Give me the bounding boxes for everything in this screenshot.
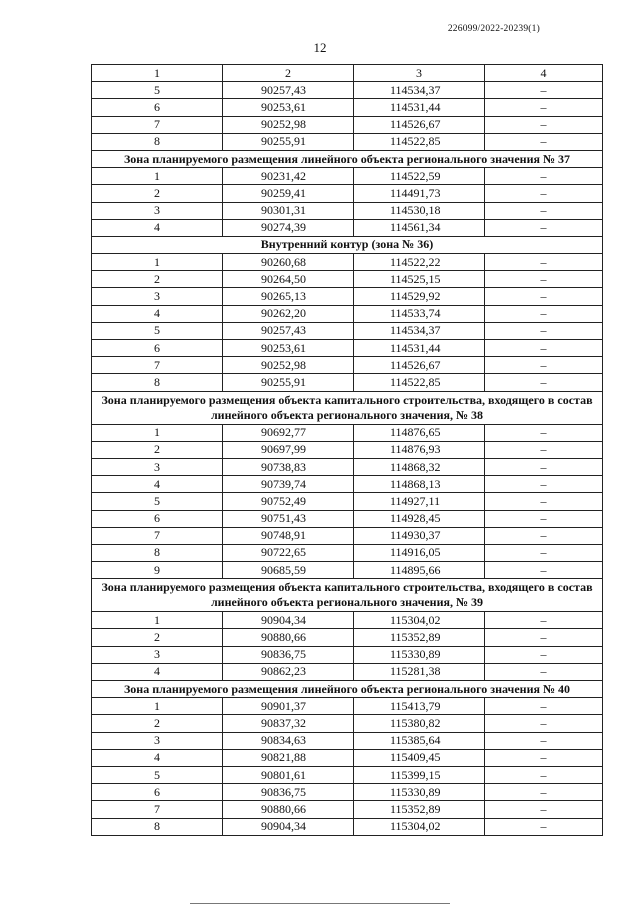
coord-y-cell: 114876,65 [354,424,485,441]
coord-x-cell: 90880,66 [223,801,354,818]
coord-y-cell: 114531,44 [354,99,485,116]
coord-x-cell: 90752,49 [223,493,354,510]
coord-x-cell: 90722,65 [223,544,354,561]
note-cell: – [485,715,603,732]
section-title-row [92,236,603,253]
table-row [92,441,603,458]
coord-y-cell: 115304,02 [354,612,485,629]
table-row [92,340,603,357]
section-title: Зона планируемого размещения линейного объекта регионального значения № 40 [92,681,603,698]
table-row [92,784,603,801]
coord-y-cell: 114522,85 [354,374,485,391]
table-row [92,185,603,202]
coord-y-cell: 115399,15 [354,766,485,783]
note-cell: – [485,458,603,475]
point-number-cell: 3 [92,458,223,475]
table-row [92,629,603,646]
table-row [92,458,603,475]
coord-y-cell: 114868,13 [354,476,485,493]
point-number-cell: 8 [92,818,223,835]
point-number-cell: 1 [92,168,223,185]
table-body [92,65,603,836]
coord-y-cell: 115413,79 [354,698,485,715]
note-cell: – [485,305,603,322]
header-cell-2: 2 [223,65,354,82]
note-cell: – [485,493,603,510]
point-number-cell: 6 [92,784,223,801]
table-row [92,99,603,116]
point-number-cell: 7 [92,116,223,133]
coord-y-cell: 115281,38 [354,663,485,680]
table-row [92,544,603,561]
table-row [92,357,603,374]
coord-x-cell: 90301,31 [223,202,354,219]
table-row [92,322,603,339]
point-number-cell: 5 [92,493,223,510]
coord-y-cell: 114526,67 [354,116,485,133]
point-number-cell: 7 [92,801,223,818]
coord-y-cell: 114531,44 [354,340,485,357]
point-number-cell: 3 [92,732,223,749]
point-number-cell: 1 [92,424,223,441]
coord-x-cell: 90836,75 [223,784,354,801]
point-number-cell: 7 [92,527,223,544]
page-number: 12 [313,40,327,55]
point-number-cell: 3 [92,288,223,305]
coord-y-cell: 114525,15 [354,271,485,288]
coordinates-table [91,64,603,836]
coord-x-cell: 90821,88 [223,749,354,766]
point-number-cell: 2 [92,185,223,202]
point-number-cell: 5 [92,322,223,339]
point-number-cell: 4 [92,749,223,766]
table-row [92,493,603,510]
coord-y-cell: 114522,59 [354,168,485,185]
table-row [92,715,603,732]
note-cell: – [485,168,603,185]
note-cell: – [485,202,603,219]
coord-y-cell: 114868,32 [354,458,485,475]
table-row [92,219,603,236]
coord-x-cell: 90264,50 [223,271,354,288]
note-cell: – [485,801,603,818]
coord-y-cell: 114876,93 [354,441,485,458]
note-cell: – [485,629,603,646]
header-row [92,65,603,82]
point-number-cell: 2 [92,271,223,288]
note-cell: – [485,441,603,458]
table-row [92,202,603,219]
table-row [92,801,603,818]
table-row [92,818,603,835]
coord-x-cell: 90801,61 [223,766,354,783]
note-cell: – [485,510,603,527]
point-number-cell: 4 [92,663,223,680]
coord-y-cell: 114491,73 [354,185,485,202]
table-row [92,82,603,99]
coord-y-cell: 114534,37 [354,82,485,99]
note-cell: – [485,219,603,236]
note-cell: – [485,646,603,663]
note-cell: – [485,99,603,116]
point-number-cell: 8 [92,544,223,561]
table-row [92,663,603,680]
point-number-cell: 6 [92,99,223,116]
coord-x-cell: 90834,63 [223,732,354,749]
table-row [92,766,603,783]
coord-x-cell: 90262,20 [223,305,354,322]
section-title-row [92,681,603,698]
coord-x-cell: 90904,34 [223,818,354,835]
table-row [92,254,603,271]
note-cell: – [485,784,603,801]
point-number-cell: 8 [92,374,223,391]
note-cell: – [485,340,603,357]
point-number-cell: 1 [92,698,223,715]
point-number-cell: 6 [92,340,223,357]
note-cell: – [485,133,603,150]
point-number-cell: 1 [92,612,223,629]
coord-y-cell: 114928,45 [354,510,485,527]
note-cell: – [485,818,603,835]
note-cell: – [485,254,603,271]
note-cell: – [485,374,603,391]
note-cell: – [485,271,603,288]
coord-x-cell: 90265,13 [223,288,354,305]
coord-y-cell: 115304,02 [354,818,485,835]
coord-x-cell: 90901,37 [223,698,354,715]
note-cell: – [485,766,603,783]
section-title-row [92,150,603,167]
coord-y-cell: 114927,11 [354,493,485,510]
coord-y-cell: 114526,67 [354,357,485,374]
coord-x-cell: 90692,77 [223,424,354,441]
point-number-cell: 4 [92,219,223,236]
note-cell: – [485,732,603,749]
note-cell: – [485,185,603,202]
note-cell: – [485,749,603,766]
coord-x-cell: 90252,98 [223,116,354,133]
note-cell: – [485,116,603,133]
table-row [92,476,603,493]
coord-y-cell: 115330,89 [354,784,485,801]
coord-x-cell: 90253,61 [223,340,354,357]
table-row [92,510,603,527]
coord-x-cell: 90738,83 [223,458,354,475]
coord-x-cell: 90904,34 [223,612,354,629]
coord-x-cell: 90880,66 [223,629,354,646]
table-row [92,168,603,185]
coord-x-cell: 90257,43 [223,82,354,99]
point-number-cell: 2 [92,715,223,732]
table-row [92,116,603,133]
point-number-cell: 6 [92,510,223,527]
note-cell: – [485,82,603,99]
coord-y-cell: 114529,92 [354,288,485,305]
coord-x-cell: 90862,23 [223,663,354,680]
note-cell: – [485,562,603,579]
coord-y-cell: 114561,34 [354,219,485,236]
coord-x-cell: 90231,42 [223,168,354,185]
coord-y-cell: 114930,37 [354,527,485,544]
coord-y-cell: 114895,66 [354,562,485,579]
point-number-cell: 4 [92,476,223,493]
point-number-cell: 7 [92,357,223,374]
note-cell: – [485,288,603,305]
point-number-cell: 3 [92,646,223,663]
note-cell: – [485,612,603,629]
coord-y-cell: 114530,18 [354,202,485,219]
header-cell-4: 4 [485,65,603,82]
point-number-cell: 5 [92,82,223,99]
coord-x-cell: 90748,91 [223,527,354,544]
coord-x-cell: 90751,43 [223,510,354,527]
table-row [92,288,603,305]
coord-x-cell: 90739,74 [223,476,354,493]
table-row [92,424,603,441]
table-row [92,698,603,715]
point-number-cell: 1 [92,254,223,271]
coord-x-cell: 90260,68 [223,254,354,271]
bottom-rule [190,903,450,904]
table-row [92,562,603,579]
section-title: Зона планируемого размещения линейного объекта регионального значения № 37 [92,150,603,167]
note-cell: – [485,476,603,493]
coord-y-cell: 115330,89 [354,646,485,663]
section-title-row [92,579,603,612]
section-title-row [92,391,603,424]
section-title: Внутренний контур (зона № 36) [92,236,603,253]
document-id: 226099/2022-20239(1) [447,24,540,34]
coord-y-cell: 114534,37 [354,322,485,339]
coord-x-cell: 90836,75 [223,646,354,663]
point-number-cell: 9 [92,562,223,579]
coord-y-cell: 114916,05 [354,544,485,561]
coord-x-cell: 90252,98 [223,357,354,374]
coord-x-cell: 90685,59 [223,562,354,579]
note-cell: – [485,424,603,441]
point-number-cell: 2 [92,629,223,646]
point-number-cell: 3 [92,202,223,219]
point-number-cell: 2 [92,441,223,458]
table-row [92,612,603,629]
header-cell-3: 3 [354,65,485,82]
coord-y-cell: 114522,85 [354,133,485,150]
table-row [92,271,603,288]
coord-y-cell: 115352,89 [354,629,485,646]
coord-y-cell: 115385,64 [354,732,485,749]
table-row [92,133,603,150]
table-row [92,749,603,766]
section-title: Зона планируемого размещения объекта капитального строительства, входящего в состав линейного объекта регионального значения, № 39 [92,579,603,612]
table-row [92,374,603,391]
coord-x-cell: 90253,61 [223,99,354,116]
note-cell: – [485,544,603,561]
coord-x-cell: 90255,91 [223,133,354,150]
coord-x-cell: 90274,39 [223,219,354,236]
table-row [92,527,603,544]
table-row [92,646,603,663]
coord-y-cell: 114533,74 [354,305,485,322]
header-cell-1: 1 [92,65,223,82]
coord-x-cell: 90259,41 [223,185,354,202]
coord-y-cell: 115380,82 [354,715,485,732]
coord-y-cell: 115352,89 [354,801,485,818]
coord-y-cell: 115409,45 [354,749,485,766]
point-number-cell: 5 [92,766,223,783]
note-cell: – [485,357,603,374]
point-number-cell: 8 [92,133,223,150]
coord-x-cell: 90837,32 [223,715,354,732]
table-row [92,305,603,322]
note-cell: – [485,527,603,544]
coord-y-cell: 114522,22 [354,254,485,271]
coord-x-cell: 90257,43 [223,322,354,339]
table-row [92,732,603,749]
coord-x-cell: 90697,99 [223,441,354,458]
section-title: Зона планируемого размещения объекта капитального строительства, входящего в состав линейного объекта регионального значения, № 38 [92,391,603,424]
coord-x-cell: 90255,91 [223,374,354,391]
point-number-cell: 4 [92,305,223,322]
note-cell: – [485,698,603,715]
note-cell: – [485,322,603,339]
note-cell: – [485,663,603,680]
